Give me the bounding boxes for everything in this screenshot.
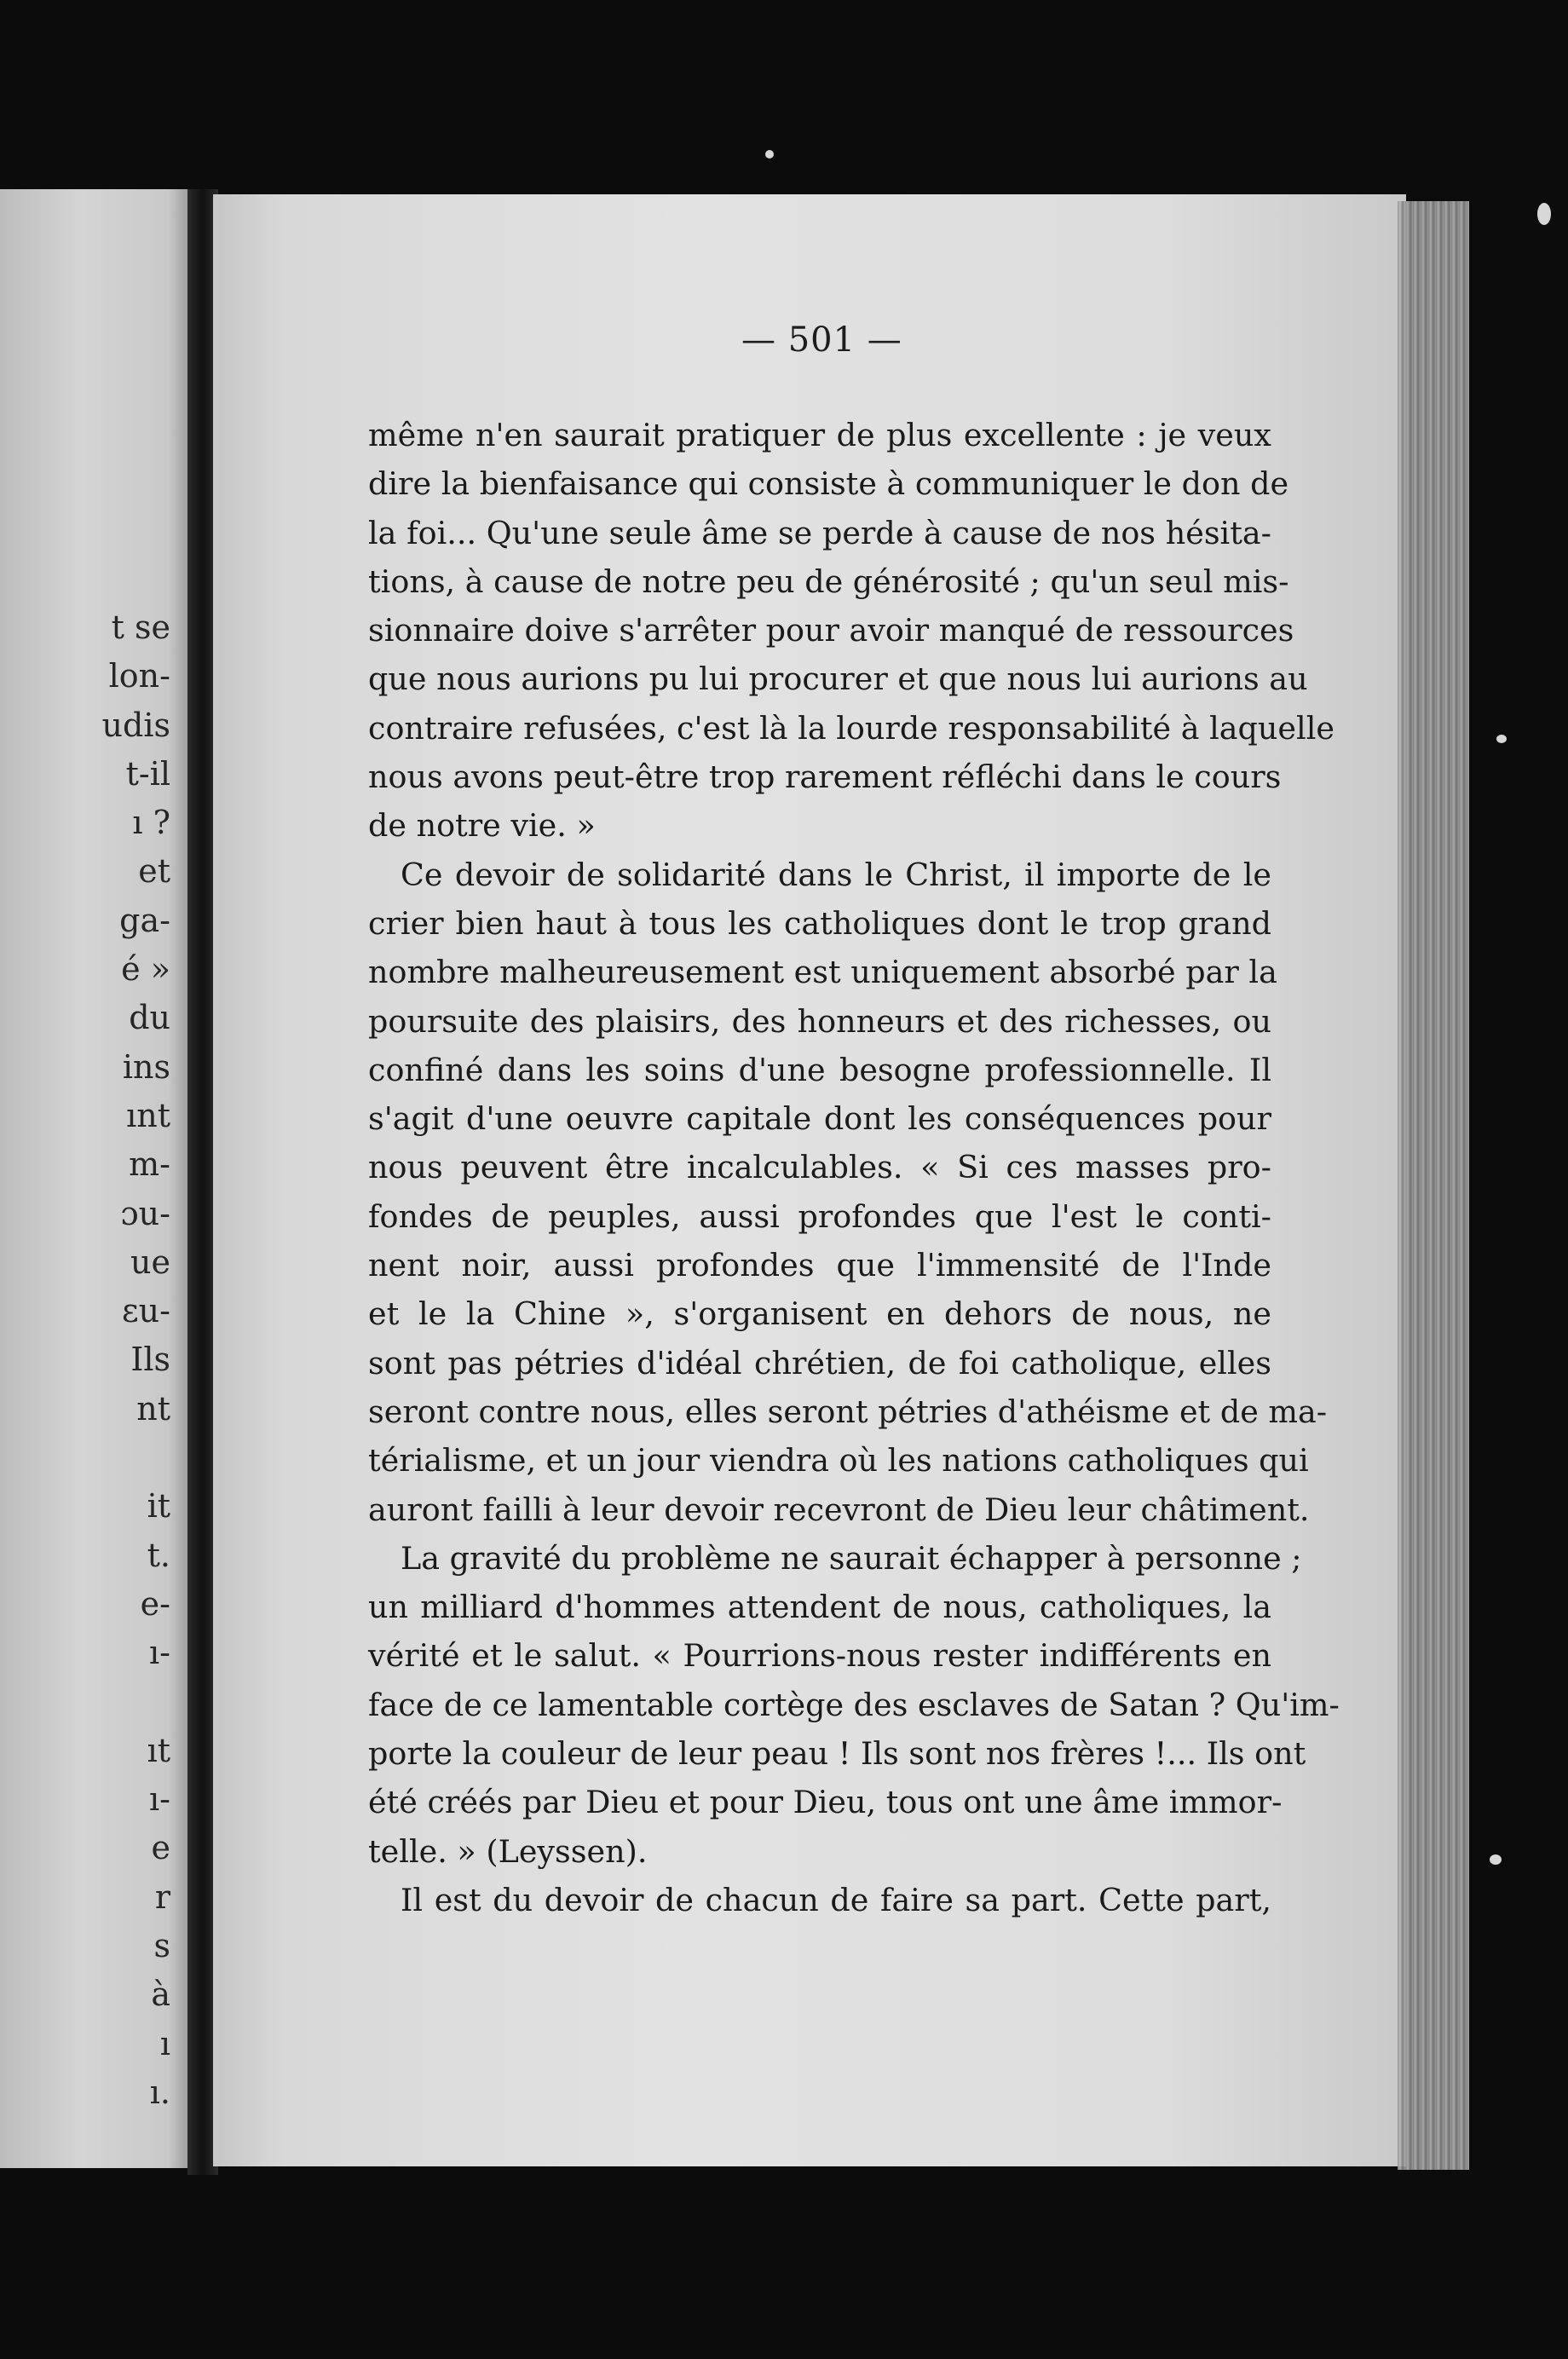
left-fragment: it (147, 1487, 170, 1526)
text-line: fondes de peuples, aussi profondes que l'est le conti- (368, 1197, 1271, 1235)
text-line: même n'en saurait pratiquer de plus excellente : je veux (368, 417, 1271, 453)
left-fragment: t-il (125, 754, 170, 793)
left-fragment: et (138, 852, 170, 891)
text-line: s'agit d'une oeuvre capitale dont les conséquences pour (368, 1100, 1271, 1138)
text-line: nombre malheureusement est uniquement absorbé par la (368, 954, 1277, 991)
text-line: tions, à cause de notre peu de générosité ; qu'un seul mis- (368, 562, 1289, 600)
paragraph-first-line: Il est du devoir de chacun de faire sa part. Cette part, (401, 1881, 1271, 1918)
text-line: et le la Chine », s'organisent en dehors de nous, ne (368, 1295, 1271, 1333)
left-fragment: e- (140, 1584, 170, 1623)
left-fragment: Ils (130, 1341, 170, 1379)
left-fragment: lon- (108, 657, 170, 695)
left-fragment: t. (147, 1536, 170, 1574)
left-fragment: à (151, 1975, 170, 2014)
left-fragment: t se (111, 608, 170, 646)
left-fragment: du (129, 999, 170, 1037)
film-speck (1490, 1854, 1502, 1865)
text-line: contraire refusées, c'est là la lourde responsabilité à laquelle (368, 709, 1335, 747)
left-fragment: s (153, 1927, 170, 1965)
left-fragment: é » (121, 950, 170, 989)
previous-page-text (0, 603, 170, 2117)
film-speck (1496, 735, 1507, 743)
left-fragment: ɔu- (120, 1194, 170, 1232)
left-fragment: ıt (147, 1731, 170, 1769)
text-line: poursuite des plaisirs, des honneurs et des richesses, ou (368, 1002, 1271, 1040)
text-line: sont pas pétries d'idéal chrétien, de foi catholique, elles (368, 1344, 1271, 1381)
left-fragment: nt (136, 1389, 170, 1428)
paragraph-first-line: La gravité du problème ne saurait échapper à personne ; (401, 1539, 1302, 1577)
text-line: porte la couleur de leur peau ! Ils sont nos frères !... Ils ont (368, 1735, 1306, 1773)
text-line: nent noir, aussi profondes que l'immensité de l'Inde (368, 1247, 1271, 1284)
left-fragment: ɛu- (122, 1292, 170, 1330)
text-line: crier bien haut à tous les catholiques dont le trop grand (368, 904, 1271, 942)
left-fragment: ga- (119, 901, 170, 939)
page-body-text (368, 411, 1340, 1924)
text-line: de notre vie. » (368, 807, 596, 845)
text-line: été créés par Dieu et pour Dieu, tous ont une âme immor- (368, 1784, 1283, 1821)
left-fragment: udis (101, 706, 170, 744)
left-fragment (0, 1678, 170, 1727)
text-line: seront contre nous, elles seront pétries d'athéisme et de ma- (368, 1393, 1328, 1430)
left-fragment: ı- (149, 1780, 170, 1819)
text-line: un milliard d'hommes attendent de nous, catholiques, la (368, 1589, 1271, 1626)
left-fragment: ı- (149, 1634, 170, 1672)
left-fragment: ı (159, 2024, 170, 2062)
left-fragment: m- (129, 1145, 170, 1184)
previous-page-fragment (0, 189, 198, 2168)
left-fragment: r (154, 1877, 170, 1916)
text-line: telle. » (Leyssen). (368, 1832, 648, 1870)
text-line: vérité et le salut. « Pourrions-nous rester indifférents en (368, 1637, 1271, 1675)
left-fragment: ı ? (132, 804, 170, 842)
page-block-edge (1398, 201, 1469, 2170)
text-line: térialisme, et un jour viendra où les nations catholiques qui (368, 1442, 1309, 1479)
text-line: que nous aurions pu lui procurer et que nous lui aurions au (368, 660, 1308, 698)
text-line: dire la bienfaisance qui consiste à communiquer le don de (368, 465, 1289, 503)
text-line: confiné dans les soins d'une besogne professionnelle. Il (368, 1051, 1271, 1088)
text-line: nous peuvent être incalculables. « Si ces masses pro- (368, 1149, 1271, 1186)
paragraph-first-line: Ce devoir de solidarité dans le Christ, il importe de le (401, 856, 1271, 893)
film-speck (765, 150, 774, 159)
left-fragment: e (151, 1829, 170, 1867)
text-line: face de ce lamentable cortège des esclaves de Satan ? Qu'im- (368, 1686, 1340, 1723)
left-fragment (0, 1433, 170, 1482)
left-fragment: ue (130, 1243, 170, 1281)
text-line: auront failli à leur devoir recevront de Dieu leur châtiment. (368, 1491, 1310, 1528)
text-line: la foi... Qu'une seule âme se perde à cause de nos hésita- (368, 514, 1271, 551)
film-speck (1537, 203, 1551, 225)
text-line: sionnaire doive s'arrêter pour avoir manqué de ressources (368, 612, 1294, 649)
left-fragment: ınt (126, 1096, 170, 1134)
page-number: — 501 — (741, 320, 902, 360)
left-fragment: ı. (149, 2073, 170, 2111)
left-fragment: ins (122, 1047, 170, 1086)
text-line: nous avons peut-être trop rarement réfléchi dans le cours (368, 758, 1282, 796)
